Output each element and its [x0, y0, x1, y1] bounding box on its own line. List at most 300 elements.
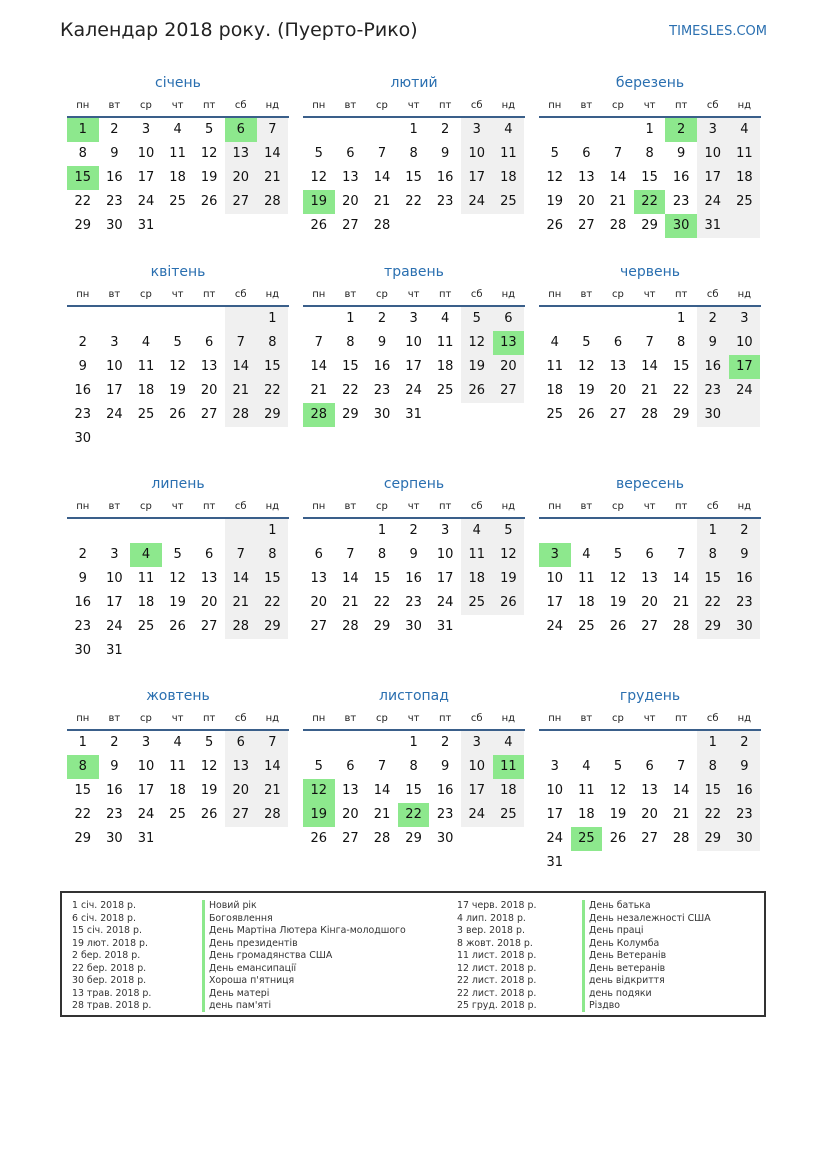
day-cell[interactable]: 17: [729, 355, 761, 379]
day-cell[interactable]: 3: [729, 307, 761, 331]
day-cell[interactable]: 15: [74, 783, 92, 798]
day-cell[interactable]: 14: [342, 571, 359, 586]
day-cell[interactable]: 6: [314, 547, 323, 562]
day-cell[interactable]: 15: [373, 571, 391, 586]
day-cell[interactable]: 23: [74, 619, 92, 634]
day-cell[interactable]: 23: [672, 194, 690, 209]
day-cell[interactable]: 9: [729, 543, 761, 567]
day-cell[interactable]: 22: [634, 190, 666, 214]
day-cell[interactable]: 28: [225, 615, 257, 639]
day-cell[interactable]: 9: [729, 755, 761, 779]
day-cell[interactable]: 19: [303, 190, 335, 214]
day-cell[interactable]: 15: [257, 567, 289, 591]
day-cell[interactable]: 11: [461, 543, 493, 567]
day-cell[interactable]: 4: [173, 735, 182, 750]
day-cell[interactable]: 3: [110, 335, 119, 350]
day-cell[interactable]: 7: [377, 146, 387, 161]
day-cell[interactable]: 22: [74, 807, 92, 822]
day-cell[interactable]: 17: [436, 571, 454, 586]
day-cell[interactable]: 10: [729, 331, 761, 355]
day-cell[interactable]: 26: [169, 407, 186, 422]
day-cell[interactable]: 27: [578, 218, 595, 233]
day-cell[interactable]: 26: [493, 591, 525, 615]
day-cell[interactable]: 15: [67, 166, 99, 190]
day-cell[interactable]: 10: [546, 571, 564, 586]
day-cell[interactable]: 2: [110, 735, 119, 750]
day-cell[interactable]: 5: [461, 307, 493, 331]
day-cell[interactable]: 6: [205, 547, 214, 562]
day-cell[interactable]: 22: [257, 591, 289, 615]
day-cell[interactable]: 10: [137, 759, 155, 774]
day-cell[interactable]: 8: [78, 146, 87, 161]
day-cell[interactable]: 22: [257, 379, 289, 403]
day-cell[interactable]: 25: [137, 407, 155, 422]
day-cell[interactable]: 5: [314, 759, 323, 774]
day-cell[interactable]: 6: [346, 759, 355, 774]
day-cell[interactable]: 10: [697, 142, 729, 166]
day-cell[interactable]: 1: [67, 118, 99, 142]
day-cell[interactable]: 17: [137, 783, 155, 798]
day-cell[interactable]: 24: [137, 807, 155, 822]
day-cell[interactable]: 25: [169, 807, 186, 822]
day-cell[interactable]: 22: [672, 383, 690, 398]
day-cell[interactable]: 12: [493, 543, 525, 567]
day-cell[interactable]: 21: [257, 166, 289, 190]
day-cell[interactable]: 1: [377, 523, 387, 538]
day-cell[interactable]: 26: [609, 831, 627, 846]
day-cell[interactable]: 6: [346, 146, 355, 161]
day-cell[interactable]: 15: [342, 359, 359, 374]
day-cell[interactable]: 20: [200, 383, 218, 398]
day-cell[interactable]: 20: [310, 595, 328, 610]
day-cell[interactable]: 16: [106, 783, 123, 798]
day-cell[interactable]: 13: [225, 755, 257, 779]
day-cell[interactable]: 30: [729, 615, 761, 639]
day-cell[interactable]: 16: [436, 783, 454, 798]
day-cell[interactable]: 8: [697, 543, 729, 567]
day-cell[interactable]: 1: [645, 122, 654, 137]
day-cell[interactable]: 31: [106, 643, 123, 658]
day-cell[interactable]: 28: [257, 190, 289, 214]
day-cell[interactable]: 7: [225, 543, 257, 567]
day-cell[interactable]: 30: [405, 619, 422, 634]
day-cell[interactable]: 31: [137, 218, 155, 233]
day-cell[interactable]: 10: [546, 783, 564, 798]
day-cell[interactable]: 25: [137, 619, 155, 634]
day-cell[interactable]: 19: [493, 567, 525, 591]
day-cell[interactable]: 10: [405, 335, 422, 350]
day-cell[interactable]: 29: [697, 827, 729, 851]
day-cell[interactable]: 11: [169, 759, 186, 774]
day-cell[interactable]: 29: [373, 619, 391, 634]
day-cell[interactable]: 23: [405, 595, 422, 610]
day-cell[interactable]: 26: [200, 807, 218, 822]
day-cell[interactable]: 14: [672, 783, 690, 798]
day-cell[interactable]: 15: [405, 783, 422, 798]
day-cell[interactable]: 3: [110, 547, 119, 562]
day-cell[interactable]: 18: [169, 783, 186, 798]
day-cell[interactable]: 13: [578, 170, 595, 185]
day-cell[interactable]: 12: [303, 779, 335, 803]
day-cell[interactable]: 19: [200, 170, 218, 185]
day-cell[interactable]: 20: [225, 166, 257, 190]
day-cell[interactable]: 12: [200, 146, 218, 161]
day-cell[interactable]: 13: [609, 359, 627, 374]
day-cell[interactable]: 5: [493, 519, 525, 543]
day-cell[interactable]: 30: [729, 827, 761, 851]
day-cell[interactable]: 4: [582, 759, 591, 774]
day-cell[interactable]: 17: [461, 779, 493, 803]
day-cell[interactable]: 9: [409, 547, 418, 562]
day-cell[interactable]: 16: [672, 170, 690, 185]
day-cell[interactable]: 8: [257, 543, 289, 567]
day-cell[interactable]: 21: [641, 383, 658, 398]
day-cell[interactable]: 3: [697, 118, 729, 142]
day-cell[interactable]: 14: [257, 142, 289, 166]
day-cell[interactable]: 19: [546, 194, 564, 209]
day-cell[interactable]: 20: [200, 595, 218, 610]
day-cell[interactable]: 17: [697, 166, 729, 190]
day-cell[interactable]: 8: [645, 146, 654, 161]
day-cell[interactable]: 30: [436, 831, 454, 846]
day-cell[interactable]: 20: [641, 807, 658, 822]
day-cell[interactable]: 24: [405, 383, 422, 398]
day-cell[interactable]: 18: [493, 779, 525, 803]
day-cell[interactable]: 18: [169, 170, 186, 185]
day-cell[interactable]: 12: [578, 359, 595, 374]
day-cell[interactable]: 6: [645, 759, 654, 774]
day-cell[interactable]: 24: [546, 831, 564, 846]
day-cell[interactable]: 24: [106, 619, 123, 634]
day-cell[interactable]: 19: [609, 807, 627, 822]
day-cell[interactable]: 31: [546, 855, 564, 870]
day-cell[interactable]: 11: [493, 755, 525, 779]
day-cell[interactable]: 4: [550, 335, 559, 350]
day-cell[interactable]: 16: [74, 383, 92, 398]
day-cell[interactable]: 21: [373, 807, 391, 822]
day-cell[interactable]: 30: [665, 214, 697, 238]
day-cell[interactable]: 12: [310, 170, 328, 185]
day-cell[interactable]: 4: [141, 335, 151, 350]
day-cell[interactable]: 27: [200, 619, 218, 634]
day-cell[interactable]: 26: [310, 218, 328, 233]
day-cell[interactable]: 28: [257, 803, 289, 827]
day-cell[interactable]: 18: [493, 166, 525, 190]
day-cell[interactable]: 2: [78, 547, 87, 562]
day-cell[interactable]: 7: [677, 547, 686, 562]
day-cell[interactable]: 30: [74, 431, 92, 446]
day-cell[interactable]: 2: [697, 307, 729, 331]
day-cell[interactable]: 13: [641, 571, 658, 586]
day-cell[interactable]: 28: [373, 831, 391, 846]
day-cell[interactable]: 18: [436, 359, 454, 374]
day-cell[interactable]: 19: [200, 783, 218, 798]
day-cell[interactable]: 14: [609, 170, 627, 185]
day-cell[interactable]: 23: [729, 803, 761, 827]
day-cell[interactable]: 29: [697, 615, 729, 639]
day-cell[interactable]: 21: [257, 779, 289, 803]
day-cell[interactable]: 13: [225, 142, 257, 166]
day-cell[interactable]: 2: [665, 118, 697, 142]
day-cell[interactable]: 27: [342, 831, 359, 846]
day-cell[interactable]: 14: [373, 170, 391, 185]
day-cell[interactable]: 31: [405, 407, 422, 422]
day-cell[interactable]: 27: [225, 803, 257, 827]
day-cell[interactable]: 4: [173, 122, 182, 137]
day-cell[interactable]: 29: [74, 218, 92, 233]
day-cell[interactable]: 11: [169, 146, 186, 161]
day-cell[interactable]: 28: [303, 403, 335, 427]
day-cell[interactable]: 10: [106, 571, 123, 586]
day-cell[interactable]: 19: [461, 355, 493, 379]
day-cell[interactable]: 3: [461, 731, 493, 755]
day-cell[interactable]: 7: [257, 731, 289, 755]
day-cell[interactable]: 12: [609, 571, 627, 586]
day-cell[interactable]: 7: [677, 759, 686, 774]
day-cell[interactable]: 9: [441, 759, 450, 774]
day-cell[interactable]: 22: [342, 383, 359, 398]
day-cell[interactable]: 8: [697, 755, 729, 779]
day-cell[interactable]: 27: [342, 218, 359, 233]
day-cell[interactable]: 9: [78, 359, 87, 374]
day-cell[interactable]: 20: [342, 194, 359, 209]
day-cell[interactable]: 22: [405, 194, 422, 209]
day-cell[interactable]: 12: [546, 170, 564, 185]
day-cell[interactable]: 11: [137, 359, 155, 374]
day-cell[interactable]: 29: [405, 831, 422, 846]
day-cell[interactable]: 23: [74, 407, 92, 422]
day-cell[interactable]: 16: [436, 170, 454, 185]
day-cell[interactable]: 17: [461, 166, 493, 190]
day-cell[interactable]: 9: [110, 759, 119, 774]
day-cell[interactable]: 28: [641, 407, 658, 422]
day-cell[interactable]: 5: [314, 146, 323, 161]
day-cell[interactable]: 12: [169, 571, 186, 586]
day-cell[interactable]: 8: [257, 331, 289, 355]
day-cell[interactable]: 7: [225, 331, 257, 355]
day-cell[interactable]: 2: [729, 731, 761, 755]
day-cell[interactable]: 8: [677, 335, 686, 350]
day-cell[interactable]: 14: [225, 567, 257, 591]
day-cell[interactable]: 22: [697, 803, 729, 827]
day-cell[interactable]: 4: [729, 118, 761, 142]
day-cell[interactable]: 23: [697, 379, 729, 403]
day-cell[interactable]: 21: [672, 595, 690, 610]
day-cell[interactable]: 21: [609, 194, 627, 209]
day-cell[interactable]: 3: [441, 523, 450, 538]
day-cell[interactable]: 17: [137, 170, 155, 185]
site-link[interactable]: TIMESLES.COM: [669, 24, 767, 39]
day-cell[interactable]: 30: [106, 218, 123, 233]
day-cell[interactable]: 7: [377, 759, 387, 774]
day-cell[interactable]: 23: [436, 194, 454, 209]
day-cell[interactable]: 4: [461, 519, 493, 543]
day-cell[interactable]: 22: [74, 194, 92, 209]
day-cell[interactable]: 28: [373, 218, 391, 233]
day-cell[interactable]: 2: [409, 523, 418, 538]
day-cell[interactable]: 28: [672, 619, 690, 634]
day-cell[interactable]: 5: [205, 122, 214, 137]
day-cell[interactable]: 16: [729, 779, 761, 803]
day-cell[interactable]: 17: [106, 595, 123, 610]
day-cell[interactable]: 15: [672, 359, 690, 374]
day-cell[interactable]: 26: [609, 619, 627, 634]
day-cell[interactable]: 10: [461, 755, 493, 779]
day-cell[interactable]: 25: [578, 619, 595, 634]
day-cell[interactable]: 18: [137, 383, 155, 398]
day-cell[interactable]: 21: [225, 591, 257, 615]
day-cell[interactable]: 10: [461, 142, 493, 166]
day-cell[interactable]: 20: [578, 194, 595, 209]
day-cell[interactable]: 6: [225, 731, 257, 755]
day-cell[interactable]: 2: [377, 311, 387, 326]
day-cell[interactable]: 10: [436, 547, 454, 562]
day-cell[interactable]: 16: [405, 571, 422, 586]
day-cell[interactable]: 6: [205, 335, 214, 350]
day-cell[interactable]: 29: [74, 831, 92, 846]
day-cell[interactable]: 25: [169, 194, 186, 209]
day-cell[interactable]: 9: [78, 571, 87, 586]
day-cell[interactable]: 5: [582, 335, 591, 350]
day-cell[interactable]: 27: [200, 407, 218, 422]
day-cell[interactable]: 4: [130, 543, 162, 567]
day-cell[interactable]: 24: [546, 619, 564, 634]
day-cell[interactable]: 28: [609, 218, 627, 233]
day-cell[interactable]: 9: [441, 146, 450, 161]
day-cell[interactable]: 6: [645, 547, 654, 562]
day-cell[interactable]: 2: [78, 335, 87, 350]
day-cell[interactable]: 19: [578, 383, 595, 398]
day-cell[interactable]: 3: [141, 735, 151, 750]
day-cell[interactable]: 11: [493, 142, 525, 166]
day-cell[interactable]: 12: [200, 759, 218, 774]
day-cell[interactable]: 2: [441, 122, 450, 137]
day-cell[interactable]: 20: [641, 595, 658, 610]
day-cell[interactable]: 27: [609, 407, 627, 422]
day-cell[interactable]: 1: [677, 311, 686, 326]
day-cell[interactable]: 22: [373, 595, 391, 610]
day-cell[interactable]: 31: [436, 619, 454, 634]
day-cell[interactable]: 27: [641, 619, 658, 634]
day-cell[interactable]: 25: [729, 190, 761, 214]
day-cell[interactable]: 22: [697, 591, 729, 615]
day-cell[interactable]: 3: [141, 122, 151, 137]
day-cell[interactable]: 11: [729, 142, 761, 166]
day-cell[interactable]: 7: [346, 547, 355, 562]
day-cell[interactable]: 4: [582, 547, 591, 562]
day-cell[interactable]: 1: [697, 519, 729, 543]
day-cell[interactable]: 13: [200, 359, 218, 374]
day-cell[interactable]: 24: [461, 190, 493, 214]
day-cell[interactable]: 19: [303, 803, 335, 827]
day-cell[interactable]: 6: [225, 118, 257, 142]
day-cell[interactable]: 11: [137, 571, 155, 586]
day-cell[interactable]: 5: [613, 547, 623, 562]
day-cell[interactable]: 5: [613, 759, 623, 774]
day-cell[interactable]: 23: [106, 194, 123, 209]
day-cell[interactable]: 8: [346, 335, 355, 350]
day-cell[interactable]: 16: [729, 567, 761, 591]
day-cell[interactable]: 19: [609, 595, 627, 610]
day-cell[interactable]: 16: [373, 359, 391, 374]
day-cell[interactable]: 5: [550, 146, 559, 161]
day-cell[interactable]: 19: [169, 383, 186, 398]
day-cell[interactable]: 9: [697, 331, 729, 355]
day-cell[interactable]: 27: [225, 190, 257, 214]
day-cell[interactable]: 14: [373, 783, 391, 798]
day-cell[interactable]: 12: [461, 331, 493, 355]
day-cell[interactable]: 23: [106, 807, 123, 822]
day-cell[interactable]: 23: [373, 383, 391, 398]
day-cell[interactable]: 26: [310, 831, 328, 846]
day-cell[interactable]: 10: [106, 359, 123, 374]
day-cell[interactable]: 17: [546, 807, 564, 822]
day-cell[interactable]: 16: [697, 355, 729, 379]
day-cell[interactable]: 14: [310, 359, 328, 374]
day-cell[interactable]: 9: [110, 146, 119, 161]
day-cell[interactable]: 18: [461, 567, 493, 591]
day-cell[interactable]: 27: [493, 379, 525, 403]
day-cell[interactable]: 24: [461, 803, 493, 827]
day-cell[interactable]: 20: [225, 779, 257, 803]
day-cell[interactable]: 3: [550, 759, 559, 774]
day-cell[interactable]: 17: [546, 595, 564, 610]
day-cell[interactable]: 30: [697, 403, 729, 427]
day-cell[interactable]: 9: [677, 146, 686, 161]
day-cell[interactable]: 13: [310, 571, 328, 586]
day-cell[interactable]: 28: [672, 831, 690, 846]
day-cell[interactable]: 29: [641, 218, 658, 233]
day-cell[interactable]: 26: [169, 619, 186, 634]
day-cell[interactable]: 24: [106, 407, 123, 422]
day-cell[interactable]: 27: [641, 831, 658, 846]
day-cell[interactable]: 1: [409, 735, 418, 750]
day-cell[interactable]: 4: [441, 311, 450, 326]
day-cell[interactable]: 29: [672, 407, 690, 422]
day-cell[interactable]: 2: [441, 735, 450, 750]
day-cell[interactable]: 1: [257, 519, 289, 543]
day-cell[interactable]: 21: [672, 807, 690, 822]
day-cell[interactable]: 13: [641, 783, 658, 798]
day-cell[interactable]: 4: [493, 731, 525, 755]
day-cell[interactable]: 15: [697, 567, 729, 591]
day-cell[interactable]: 1: [697, 731, 729, 755]
day-cell[interactable]: 11: [436, 335, 454, 350]
day-cell[interactable]: 23: [729, 591, 761, 615]
day-cell[interactable]: 18: [729, 166, 761, 190]
day-cell[interactable]: 21: [310, 383, 328, 398]
day-cell[interactable]: 12: [169, 359, 186, 374]
day-cell[interactable]: 8: [67, 755, 99, 779]
day-cell[interactable]: 1: [346, 311, 355, 326]
day-cell[interactable]: 5: [205, 735, 214, 750]
day-cell[interactable]: 31: [137, 831, 155, 846]
day-cell[interactable]: 24: [436, 595, 454, 610]
day-cell[interactable]: 5: [173, 335, 182, 350]
day-cell[interactable]: 11: [578, 571, 595, 586]
day-cell[interactable]: 21: [342, 595, 359, 610]
day-cell[interactable]: 26: [200, 194, 218, 209]
day-cell[interactable]: 1: [78, 735, 87, 750]
day-cell[interactable]: 3: [461, 118, 493, 142]
day-cell[interactable]: 26: [546, 218, 564, 233]
day-cell[interactable]: 27: [310, 619, 328, 634]
day-cell[interactable]: 18: [137, 595, 155, 610]
day-cell[interactable]: 6: [493, 307, 525, 331]
day-cell[interactable]: 7: [613, 146, 623, 161]
day-cell[interactable]: 29: [257, 403, 289, 427]
day-cell[interactable]: 25: [461, 591, 493, 615]
